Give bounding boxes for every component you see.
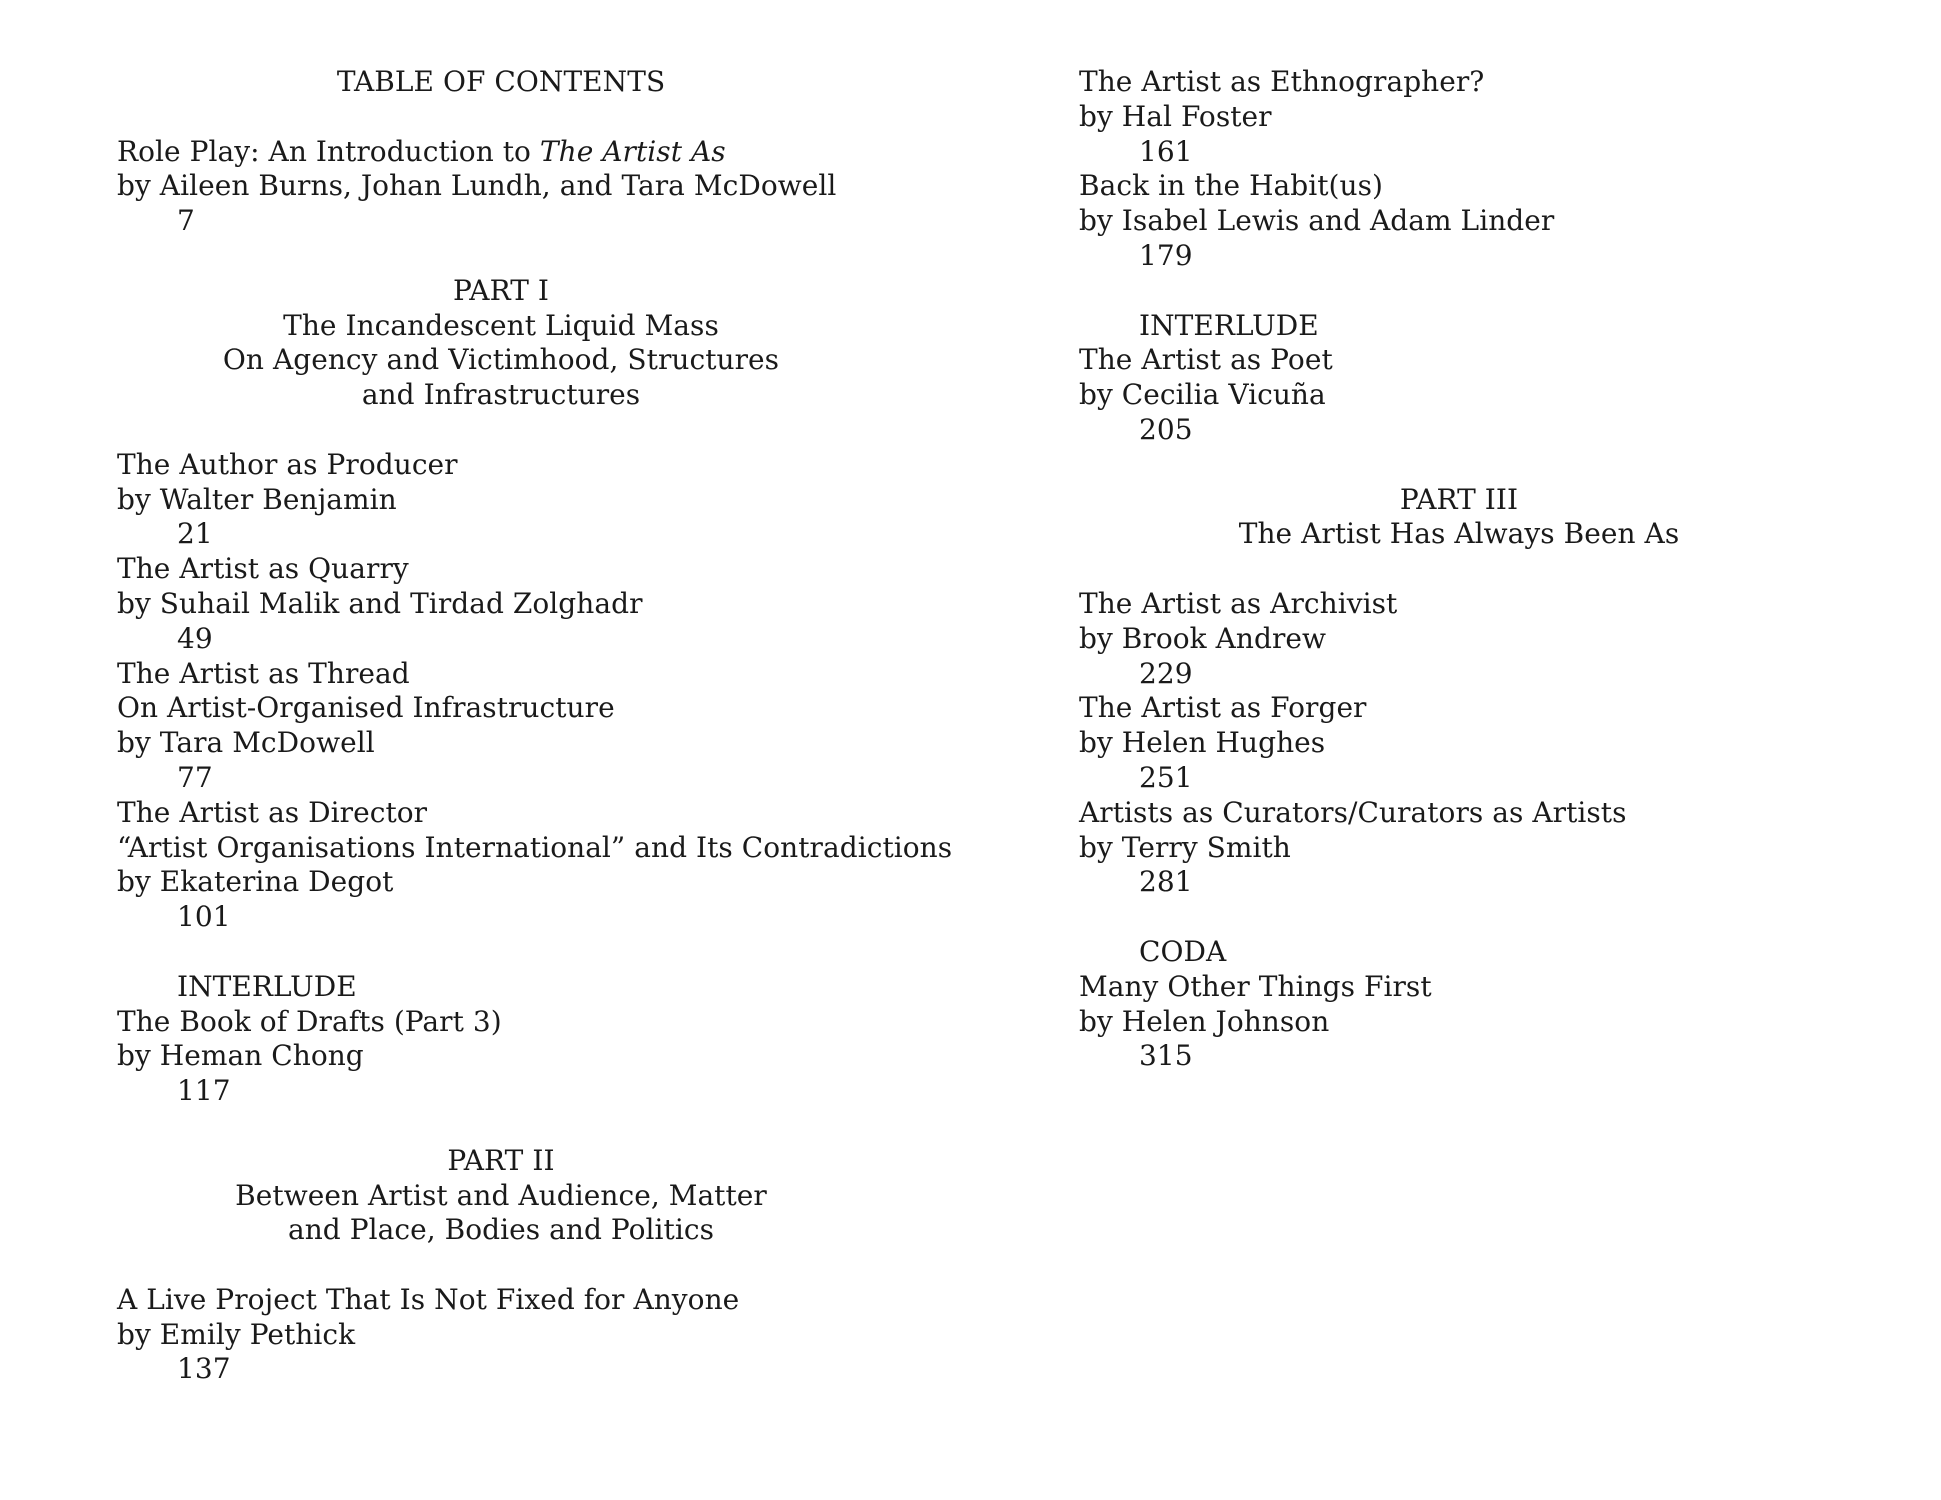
entry-title: Back in the Habit(us) [1079, 169, 1384, 203]
part-subtitle: On Agency and Victimhood, Structures [222, 343, 780, 377]
entry-byline: by Helen Hughes [1079, 726, 1326, 760]
spacer [117, 239, 885, 274]
entry-title: The Artist as Thread [117, 656, 410, 690]
entry-byline: by Isabel Lewis and Adam Linder [1079, 204, 1555, 238]
entry-title: Many Other Things First [1079, 969, 1432, 1003]
entry-title: The Artist as Poet [1079, 343, 1333, 377]
spacer [117, 1248, 885, 1283]
part-subtitle: and Place, Bodies and Politics [287, 1213, 715, 1247]
toc-entry-introduction[interactable] [117, 135, 885, 239]
page-number: 251 [1139, 760, 1193, 794]
toc-entry[interactable] [1079, 65, 1839, 169]
part-subtitle: Between Artist and Audience, Matter [235, 1178, 767, 1212]
toc-left-column [117, 65, 953, 1387]
part-1-heading [117, 274, 885, 413]
toc-right-column [1079, 65, 1839, 1074]
page-number: 315 [1139, 1039, 1193, 1073]
spacer [1079, 552, 1839, 587]
entry-title-italic: The Artist As [539, 134, 726, 168]
spacer [1079, 274, 1839, 309]
entry-byline: by Emily Pethick [117, 1317, 356, 1351]
toc-entry[interactable] [117, 552, 885, 656]
entry-byline: by Ekaterina Degot [117, 865, 394, 899]
page-number: 21 [177, 517, 213, 551]
toc-entry[interactable] [117, 657, 885, 796]
toc-entry[interactable] [1079, 796, 1839, 900]
entry-subtitle: On Artist-Organised Infrastructure [117, 691, 615, 725]
entry-byline: by Terry Smith [1079, 830, 1291, 864]
part-3-heading [1079, 483, 1839, 553]
entry-title: The Author as Producer [117, 447, 458, 481]
part-subtitle: The Artist Has Always Been As [1238, 517, 1680, 551]
entry-byline: by Cecilia Vicuña [1079, 378, 1326, 412]
page-number: 49 [177, 621, 213, 655]
part-label: PART II [447, 1143, 555, 1177]
coda[interactable] [1079, 935, 1839, 1074]
entry-title: The Artist as Quarry [117, 552, 409, 586]
page-number: 179 [1139, 238, 1193, 272]
toc-entry[interactable] [1079, 587, 1839, 691]
entry-title: The Artist as Ethnographer? [1079, 65, 1485, 98]
entry-byline: by Helen Johnson [1079, 1004, 1330, 1038]
entry-title: A Live Project That Is Not Fixed for Anyone [117, 1282, 740, 1316]
part-subtitle: and Infrastructures [361, 378, 641, 412]
page-number: 161 [1139, 134, 1193, 168]
entry-title: The Artist as Forger [1079, 691, 1367, 725]
toc-entry[interactable] [117, 1283, 885, 1387]
interlude-label: INTERLUDE [1139, 308, 1319, 342]
entry-title: The Artist as Archivist [1079, 586, 1398, 620]
interlude-1[interactable] [117, 970, 885, 1109]
toc-entry[interactable] [1079, 169, 1839, 273]
page-number: 117 [177, 1074, 231, 1108]
entry-byline: by Tara McDowell [117, 726, 375, 760]
entry-title: The Artist as Director [117, 795, 428, 829]
entry-byline: by Brook Andrew [1079, 621, 1327, 655]
toc-entry[interactable] [1079, 691, 1839, 795]
interlude-2[interactable] [1079, 309, 1839, 448]
entry-title: The Book of Drafts (Part 3) [117, 1004, 502, 1038]
toc-entry[interactable] [117, 795, 953, 935]
part-label: PART III [1399, 482, 1519, 516]
entry-title [117, 135, 885, 170]
spacer [117, 935, 885, 970]
entry-title: Artists as Curators/Curators as Artists [1079, 795, 1627, 829]
page-number: 205 [1139, 412, 1193, 446]
entry-byline: by Hal Foster [1079, 99, 1272, 133]
entry-byline: by Aileen Burns, Johan Lundh, and Tara McDowell [117, 169, 837, 203]
spacer [117, 100, 885, 135]
spacer [117, 1109, 885, 1144]
page-number: 137 [177, 1352, 231, 1386]
page-number: 101 [177, 900, 231, 934]
spacer [117, 413, 885, 448]
page-number: 281 [1139, 865, 1193, 899]
entry-byline: by Suhail Malik and Tirdad Zolghadr [117, 586, 643, 620]
page-number: 229 [1139, 656, 1193, 690]
page-number: 77 [177, 760, 213, 794]
part-subtitle: The Incandescent Liquid Mass [283, 308, 719, 342]
entry-subtitle: “Artist Organisations International” and Its Contradictions [117, 830, 953, 864]
spacer [1079, 448, 1839, 483]
spacer [1079, 900, 1839, 935]
coda-label: CODA [1139, 934, 1227, 968]
interlude-label: INTERLUDE [177, 969, 357, 1003]
page-number: 7 [177, 204, 195, 238]
part-2-heading [117, 1144, 885, 1248]
entry-byline: by Walter Benjamin [117, 482, 397, 516]
part-label: PART I [452, 273, 550, 307]
toc-entry[interactable] [117, 448, 885, 552]
entry-title-prefix: Role Play: An Introduction to [117, 134, 540, 168]
entry-byline: by Heman Chong [117, 1039, 364, 1073]
toc-title: TABLE OF CONTENTS [336, 65, 666, 98]
